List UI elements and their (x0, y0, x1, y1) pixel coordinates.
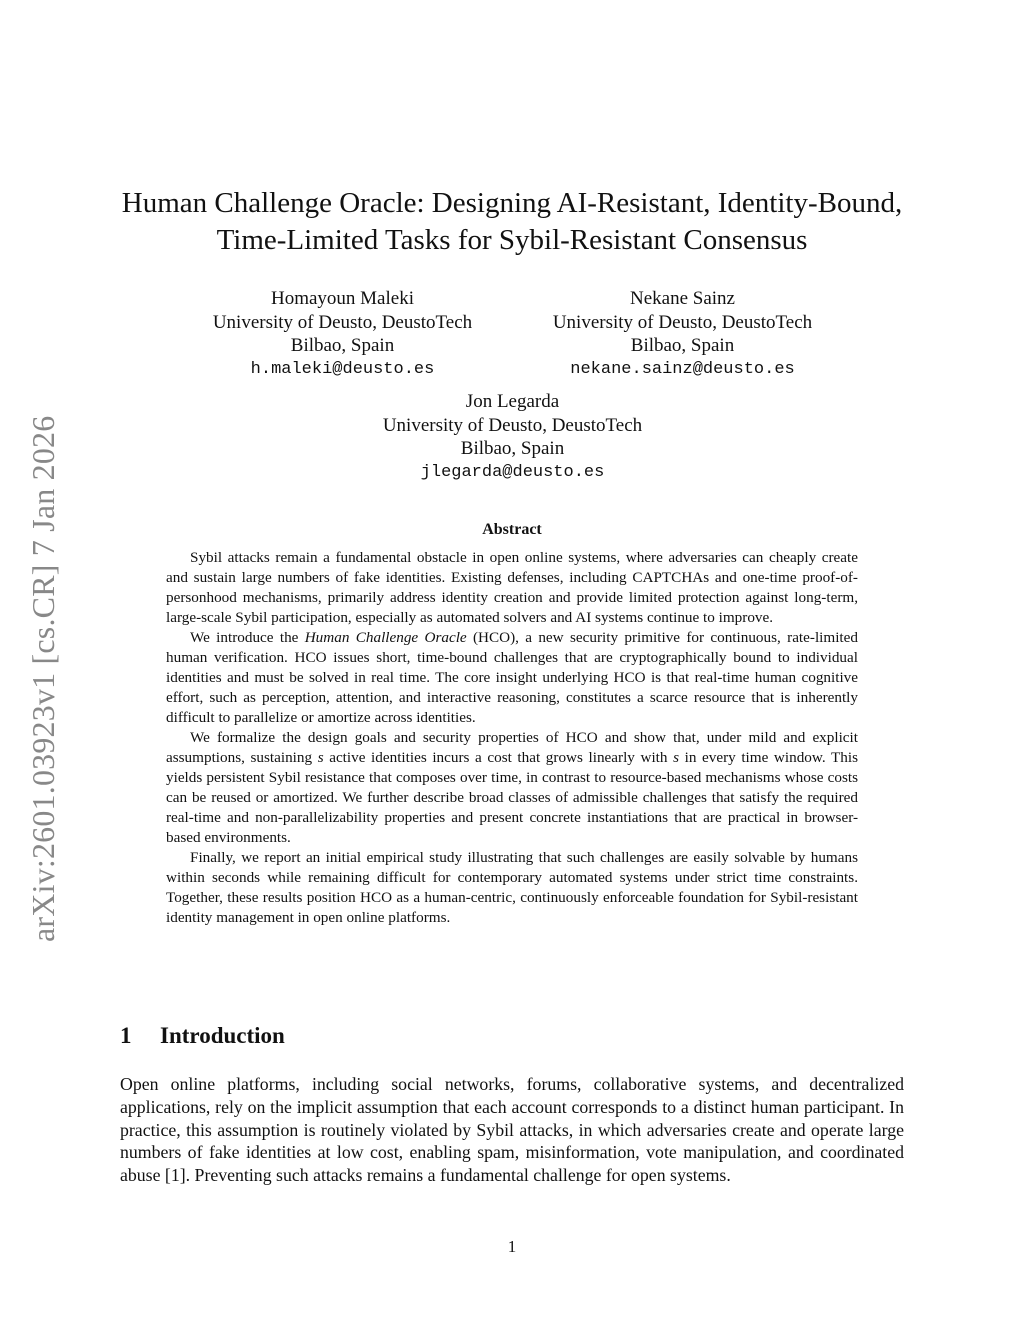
author-block-2 (510, 287, 855, 381)
introduction-body (120, 1073, 904, 1187)
author-affiliation: University of Deusto, DeustoTech (552, 311, 813, 333)
abstract-heading: Abstract (482, 521, 542, 538)
author-block-1 (170, 287, 515, 381)
author-email: jlegarda@deusto.es (420, 462, 605, 482)
author-name: Homayoun Maleki (270, 288, 414, 309)
author-location: Bilbao, Spain (630, 335, 735, 356)
section-heading (120, 1020, 285, 1052)
author-location: Bilbao, Spain (290, 335, 395, 356)
author-name: Nekane Sainz (630, 288, 735, 309)
author-email: nekane.sainz@deusto.es (570, 359, 795, 379)
section-number: 1 (120, 1023, 132, 1048)
arxiv-identifier: arXiv:2601.03923v1 [cs.CR] 7 Jan 2026 (25, 415, 61, 942)
title-line-1: Human Challenge Oracle: Designing AI-Resistant, Identity-Bound, (121, 187, 903, 219)
author-location: Bilbao, Spain (460, 438, 565, 459)
section-title: Introduction (160, 1023, 285, 1048)
author-affiliation: University of Deusto, DeustoTech (382, 414, 643, 436)
title-line-2: Time-Limited Tasks for Sybil-Resistant Consensus (216, 224, 808, 256)
abstract-paragraph-1: Sybil attacks remain a fundamental obstacle in open online systems, where adversaries can cheaply create and sustain large numbers of fake identities. Existing defenses, including CAPTCHAs and one-time proof-of-personhood mechanisms, primarily address identity creation and provide limited protection against long-term, large-scale Sybil participation, especially as automated solvers and AI systems continue to improve. (166, 549, 858, 626)
abstract-paragraph-2: We introduce the Human Challenge Oracle (HCO), a new security primitive for continuous, rate-limited human verification. HCO issues short, time-bound challenges that are cryptographically bound to individual identities and must be solved in real time. The core insight underlying HCO is that real-time human cognitive effort, such as perception, attention, and interactive reasoning, constitutes a scarce resource that is inherently difficult to parallelize or amortize across identities. (166, 629, 858, 726)
abstract-paragraph-3: We formalize the design goals and security properties of HCO and show that, under mild and explicit assumptions, sustaining s active identities incurs a cost that grows linearly with s in every time window. This yields persistent Sybil resistance that composes over time, in contrast to resource-based mechanisms whose costs can be reused or amortized. We further describe broad classes of admissible challenges that satisfy the required real-time and non-parallelizability properties and present concrete instantiations that are practical in browser-based environments. (166, 729, 858, 846)
introduction-paragraph: Open online platforms, including social networks, forums, collaborative systems, and decentralized applications, rely on the implicit assumption that each account corresponds to a distinct human participant. In practice, this assumption is routinely violated by Sybil attacks, in which adversaries create and operate large numbers of fake identities at low cost, enabling spam, misinformation, vote manipulation, and coordinated abuse [1]. Preventing such attacks remains a fundamental challenge for open systems. (120, 1074, 904, 1186)
page-number: 1 (507, 1237, 517, 1256)
author-email: h.maleki@deusto.es (250, 359, 435, 379)
abstract-paragraph-4: Finally, we report an initial empirical study illustrating that such challenges are easily solvable by humans within seconds while remaining difficult for contemporary automated systems under strict time constraints. Together, these results position HCO as a human-centric, continuously enforceable foundation for Sybil-resistant identity management in open online platforms. (166, 849, 858, 926)
author-name: Jon Legarda (465, 391, 560, 412)
paper-title (0, 185, 1024, 259)
author-block-3 (340, 390, 685, 484)
abstract-body (166, 548, 858, 928)
author-affiliation: University of Deusto, DeustoTech (212, 311, 473, 333)
